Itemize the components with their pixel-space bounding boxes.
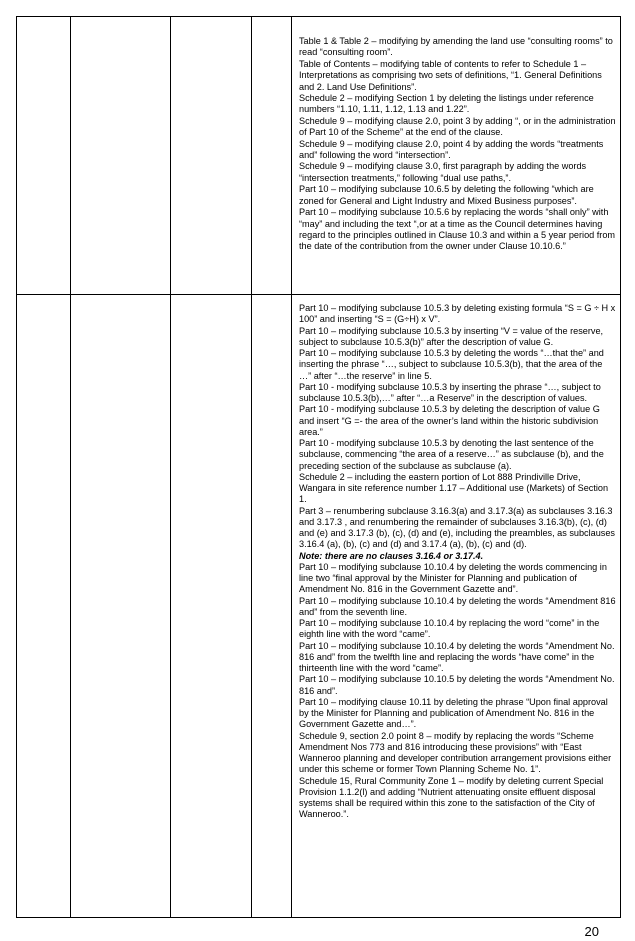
amendment-item: Part 10 – modifying clause 10.11 by deleting the phrase “Upon final approval by the Minister for Planning and publication of Amendment No. 816 in the Government Gazette and…”. bbox=[299, 696, 608, 730]
amendment-item: Part 10 – modifying subclause 10.10.4 by deleting the words “Amendment 816 and” from the seventh line. bbox=[299, 595, 616, 617]
amendment-details-cell bbox=[292, 295, 621, 918]
cell-empty bbox=[71, 17, 171, 295]
amendment-item: Part 10 - modifying subclause 10.5.3 by deleting the description of value G and insert “G =- the area of the owner’s land within the historic subdivision area.” bbox=[299, 404, 600, 437]
amendment-item: Table 1 & Table 2 – modifying by amending the land use “consulting rooms” to read “consulting room”. bbox=[299, 36, 613, 58]
cell-empty bbox=[252, 295, 292, 918]
amendment-item: Table of Contents – modifying table of contents to refer to Schedule 1 – Interpretations as comprising two sets of definitions, “1. General Definitions and 2. Land Use Definitions”. bbox=[299, 58, 602, 92]
amendments-table bbox=[16, 16, 621, 918]
amendment-item: Part 10 – modifying subclause 10.5.6 by replacing the words “shall only” with “may” and including the text “,or at a time as the Council determines having regard to the principles outlined in Clause 10.3 and within a 5 year period from the date of the contribution from the owner under Clause 10.10.6.” bbox=[299, 207, 616, 252]
amendment-item: Part 10 – modifying subclause 10.10.4 by deleting the words commencing in line two “final approval by the Minister for Planning and publication of Amendment No. 816 in the Government Gazette and”. bbox=[299, 561, 607, 595]
cell-empty bbox=[171, 295, 252, 918]
table-row bbox=[17, 17, 621, 295]
cell-empty bbox=[171, 17, 252, 295]
table-row bbox=[17, 295, 621, 918]
amendment-item: Part 10 – modifying subclause 10.10.4 by deleting the words “Amendment No. 816 and” from the twelfth line and replacing the words “have come” in the thirteenth line with the word “came”. bbox=[299, 640, 615, 673]
amendment-item: Schedule 2 – modifying Section 1 by deleting the listings under reference numbers “1.10, 1.11, 1.12, 1.13 and 1.22”. bbox=[299, 93, 594, 115]
amendment-item: Part 10 – modifying subclause 10.5.3 by deleting existing formula “S = G ÷ H x 100” and inserting “S = (G÷H) x V”. bbox=[299, 303, 616, 325]
amendment-item: Part 10 - modifying subclause 10.5.3 by denoting the last sentence of the subclause, commencing “the area of a reserve…” as subclause (b), and the preceding section of the subclause as subclause (a). bbox=[299, 438, 604, 471]
amendment-details-cell bbox=[292, 17, 621, 295]
page-number: 20 bbox=[584, 924, 599, 939]
amendment-item: Schedule 9, section 2.0 point 8 – modify by replacing the words “Scheme Amendment Nos 773 and 816 introducing these provisions” with “East Wanneroo planning and developer contribution arrangement provisions either under this scheme or former Town Planning Scheme No. 1”. bbox=[299, 730, 612, 775]
cell-empty bbox=[71, 295, 171, 918]
amendment-item: Schedule 9 – modifying clause 2.0, point 3 by adding “, or in the administration of Part 10 of the Scheme” at the end of the clause. bbox=[299, 115, 616, 138]
cell-empty bbox=[252, 17, 292, 295]
amendment-item: Part 10 – modifying subclause 10.10.5 by deleting the words “Amendment No. 816 and”. bbox=[299, 674, 615, 696]
amendment-item: Part 10 – modifying subclause 10.5.3 by inserting “V = value of the reserve, subject to subclause 10.5.3(b)” after the description of value G. bbox=[299, 325, 604, 347]
amendment-item: Schedule 9 – modifying clause 3.0, first paragraph by adding the words “intersection treatments,” following “dual use paths,”. bbox=[299, 161, 587, 183]
amendment-item: Part 10 - modifying subclause 10.5.3 by inserting the phrase “…, subject to subclause 10.5.3(b),…” after “…a Reserve” in the description of values. bbox=[299, 381, 601, 403]
amendment-item: Part 3 – renumbering subclause 3.16.3(a) and 3.17.3(a) as subclauses 3.16.3 and 3.17.3 , and renumbering the remainder of subclauses 3.16.3(b), (c), (d) and (e) and 3.17.3 (b), (c), (d) and (e), including the preambles, as subclauses 3.16.4 (a), (b), (c) and (d) and 3.17.4 (a), (b), (c) and (d). bbox=[299, 505, 615, 550]
amendment-item: Part 10 – modifying subclause 10.10.4 by replacing the word “come” in the eighth line with the word “came”. bbox=[299, 618, 600, 640]
amendment-item: Part 10 – modifying subclause 10.6.5 by deleting the following “which are zoned for General and Light Industry and Mixed Business purposes”. bbox=[299, 184, 594, 206]
amendment-item: Schedule 2 – including the eastern portion of Lot 888 Prindiville Drive, Wangara in site reference number 1.17 – Additional use (Markets) of Section 1. bbox=[299, 471, 609, 505]
amendment-item: Schedule 9 – modifying clause 2.0, point 4 by adding the words “treatments and” following the word “intersection”. bbox=[299, 138, 604, 161]
cell-empty bbox=[17, 17, 71, 295]
amendment-item: Schedule 15, Rural Community Zone 1 – modify by deleting current Special Provision 1.1.2(l) and adding “Nutrient attenuating onsite effluent disposal systems shall be required within this zone to the satisfaction of the City of Wanneroo.”. bbox=[299, 775, 604, 820]
cell-empty bbox=[17, 295, 71, 918]
note: Note: there are no clauses 3.16.4 or 3.17.4. bbox=[299, 550, 484, 561]
amendment-item: Part 10 – modifying subclause 10.5.3 by deleting the words “…that the” and inserting the phrase “…, subject to subclause 10.5.3(b), that the area of the …” after “…the reserve” in line 5. bbox=[299, 348, 604, 381]
